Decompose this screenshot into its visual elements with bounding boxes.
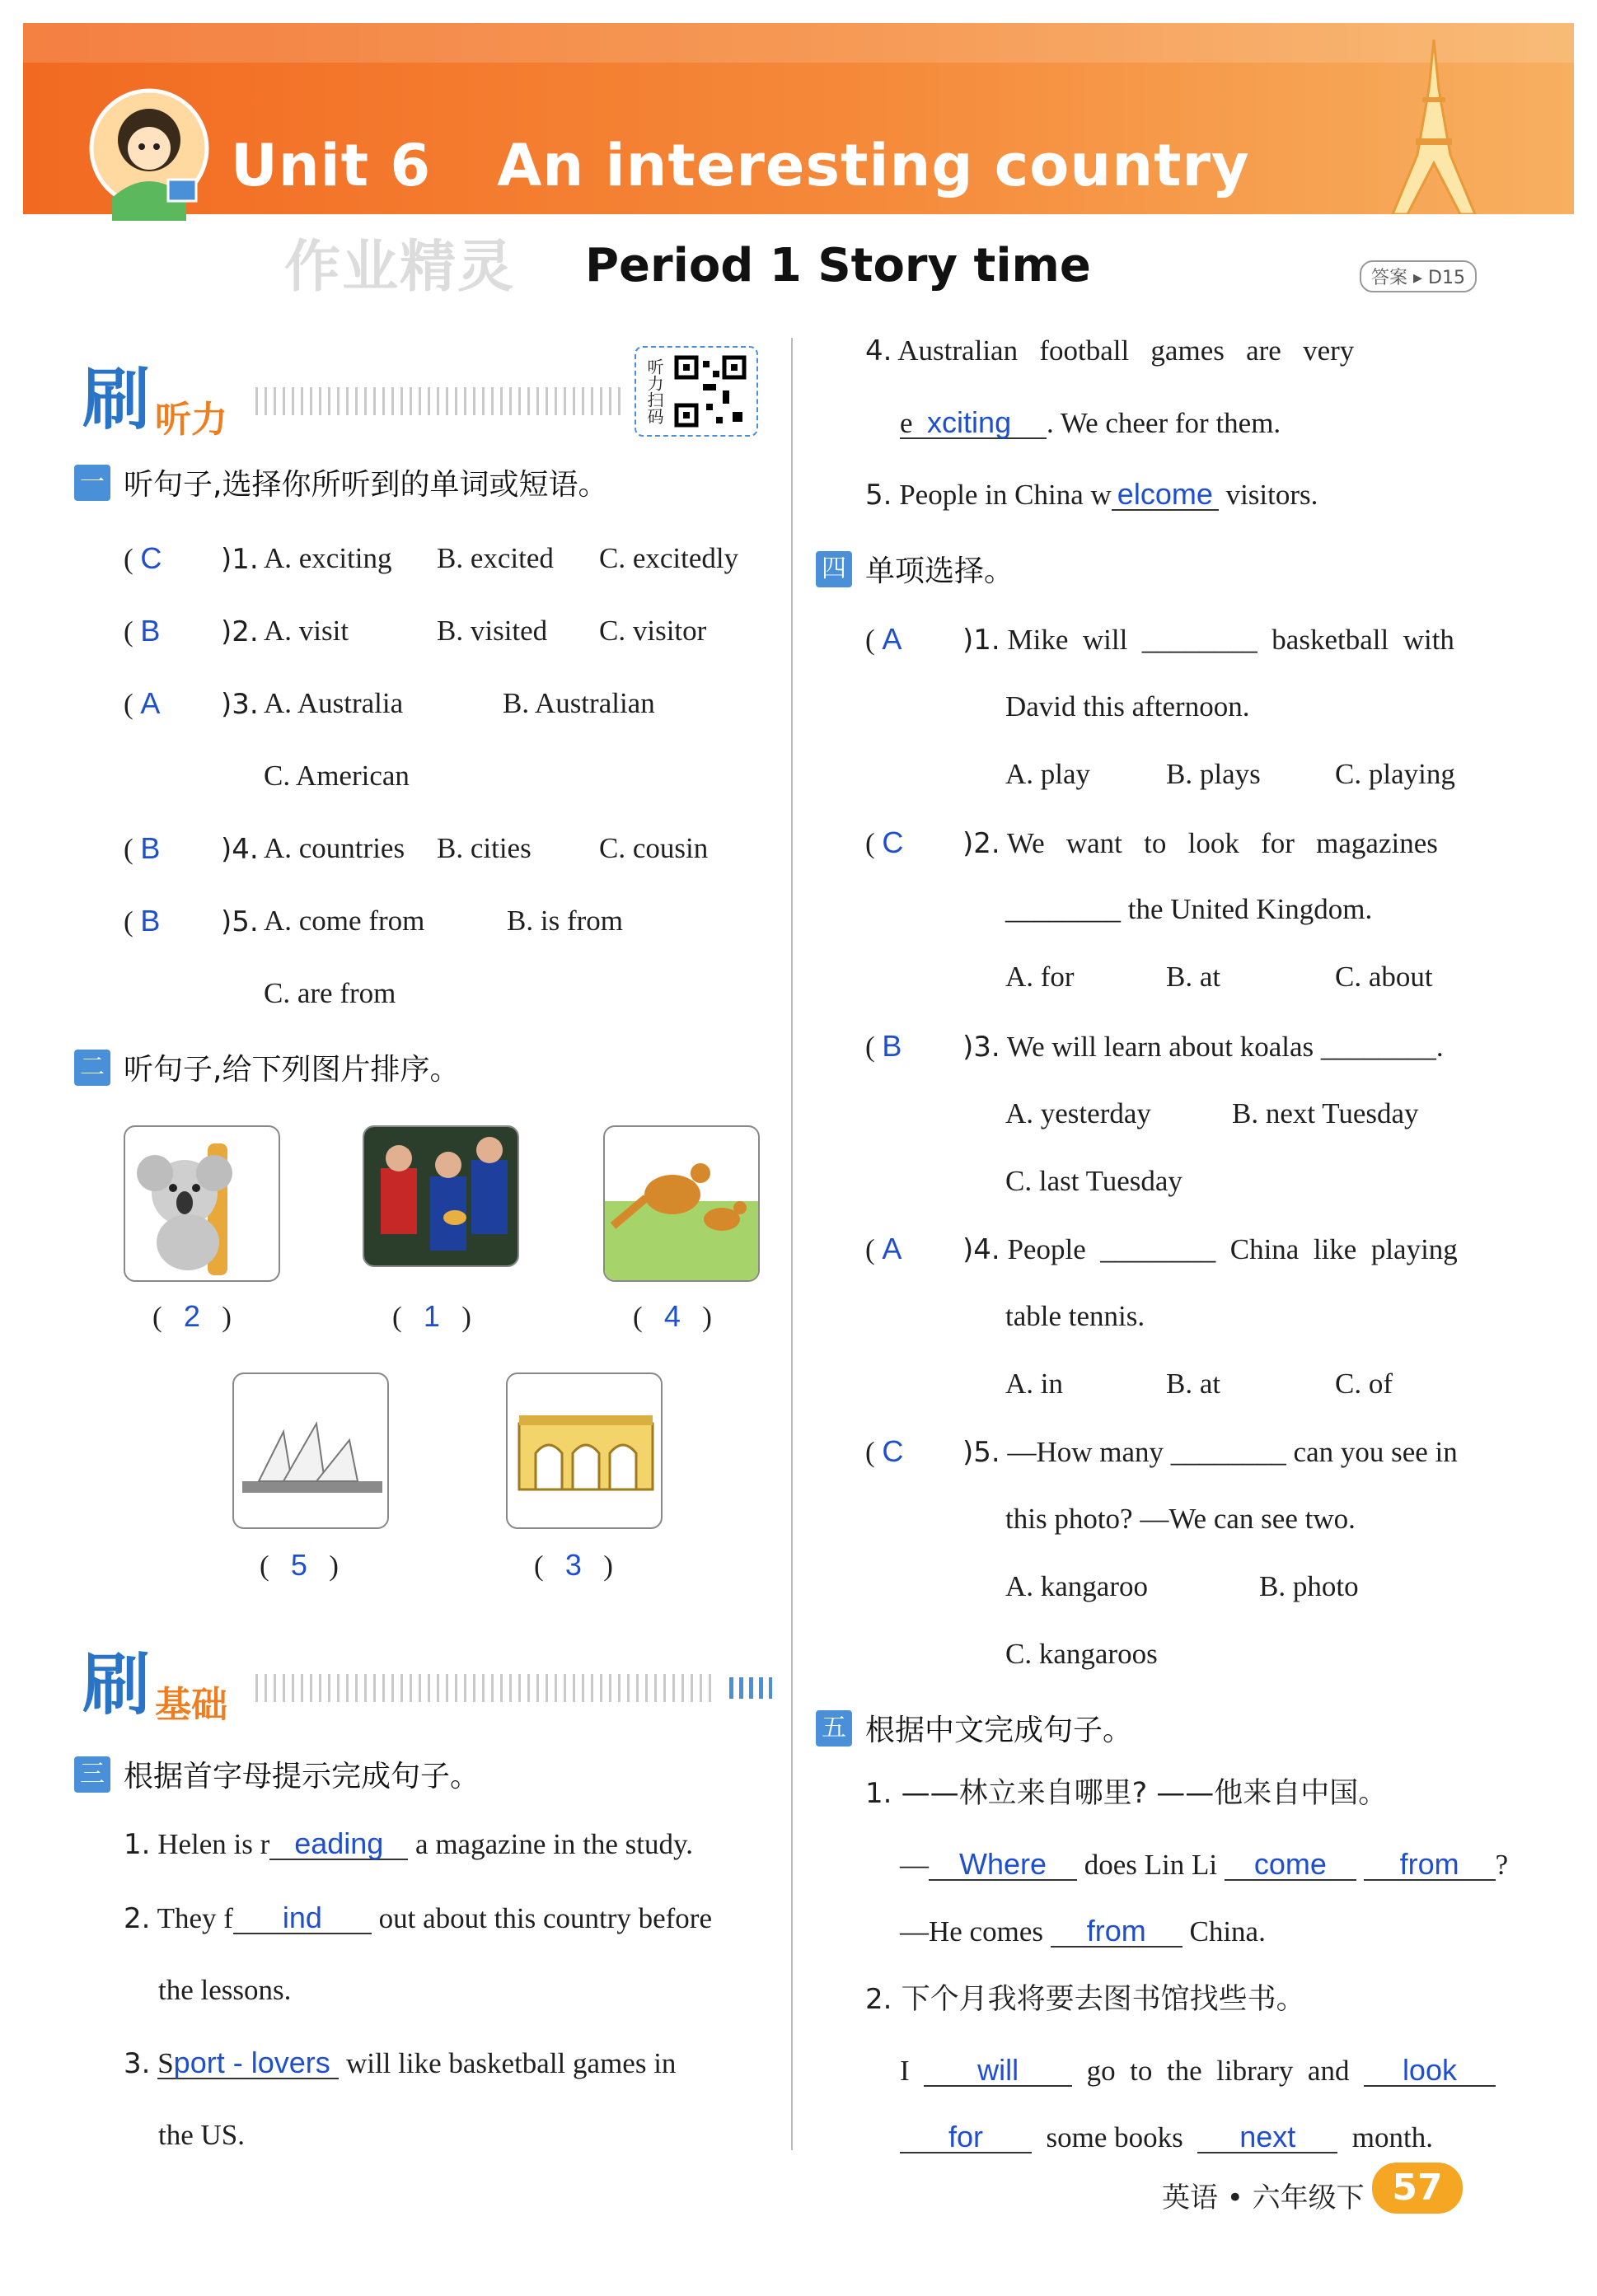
gate-building-picture [506,1372,663,1529]
qr-label: 听力扫码 [644,358,664,424]
options-row: A. for B. at C. about [1005,961,1433,993]
basics-label: 基础 [155,1684,228,1726]
section-title: 单项选择。 [865,554,1014,588]
section-4-heading [816,548,1014,590]
choice-question-3: ( B )3. We will learn about koalas ________. [865,1029,1444,1064]
translation-answer-line: — Where does Lin Li come from ? [900,1847,1509,1881]
section-number: 一 [74,465,110,501]
qr-code-box[interactable] [635,346,758,437]
choice-question-5: ( C )5. —How many ________ can you see in [865,1434,1458,1469]
translation-question-1: 1. ——林立来自哪里? ——他来自中国。 [865,1777,1388,1810]
listening-label: 听力 [155,399,228,441]
question-continuation: the lessons. [158,1974,292,2006]
mascot-icon [79,82,219,222]
column-divider [791,338,793,2150]
section-1-heading [74,461,607,503]
section-3-heading [74,1753,480,1795]
basics-banner [82,1631,227,1728]
option-c: C. last Tuesday [1005,1165,1183,1197]
page-number: 57 [1372,2163,1463,2214]
brush-character: 刷 [82,1646,151,1724]
choice-question-1: ( A )1. Mike will ________ basketball with [865,622,1454,657]
answer: B [140,831,161,865]
question-row: ( A )3. A. Australia B. Australian [124,686,655,721]
footer-subject: 英语 • 六年级下 [1162,2181,1365,2214]
question-row: ( B )5. A. come from B. is from [124,904,623,938]
question-row: ( B )4. A. countries B. cities C. cousin [124,831,709,866]
fill-question-3: 3. Sport - lovers will like basketball games in [124,2046,677,2080]
options-row: A. in B. at C. of [1005,1368,1393,1400]
fill-question-1: 1. Helen is r eading a magazine in the study. [124,1826,693,1861]
section-2-heading [74,1046,459,1088]
answer: C [140,541,162,575]
section-title: 听句子,给下列图片排序。 [124,1053,460,1087]
progress-ticks [729,1677,772,1699]
decorative-ticks [255,387,626,415]
section-number: 二 [74,1050,110,1086]
section-5-heading [816,1707,1132,1749]
translation-answer-line: I will go to the library and look [900,2055,1496,2087]
question-continuation: this photo? —We can see two. [1005,1503,1356,1535]
brush-character: 刷 [82,361,151,439]
question-row: ( C )1. A. exciting B. excited C. excitedly [124,541,739,576]
answer-reference-tag: 答案 ▸ D15 [1360,260,1477,292]
options-row: A. yesterday B. next Tuesday [1005,1097,1419,1129]
answer: A [140,686,161,720]
translation-answer-line: —He comes from China. [900,1914,1266,1948]
option-c: C. American [264,760,410,792]
picture-answer: ( 5 ) [260,1548,339,1582]
translation-answer-line: for some books next month. [900,2122,1433,2153]
fill-question-5: 5. People in China w elcome visitors. [865,477,1318,512]
choice-question-2: ( C )2. We want to look for magazines [865,825,1438,860]
unit-name: An interesting country [497,132,1250,199]
unit-title [231,132,1250,199]
picture-answer: ( 4 ) [633,1299,712,1333]
answer: B [140,614,161,648]
options-row: A. kangaroo B. photo [1005,1570,1359,1602]
football-players-picture [363,1125,519,1267]
translation-question-2: 2. 下个月我将要去图书馆找些书。 [865,1983,1305,2016]
watermark: 作业精灵 [284,235,516,300]
section-number: 四 [816,551,852,587]
qr-code-icon [673,354,747,428]
kangaroo-picture [603,1125,760,1282]
options-row: A. play B. plays C. playing [1005,758,1455,790]
question-continuation: David this afternoon. [1005,690,1250,722]
section-title: 听句子,选择你所听到的单词或短语。 [124,468,608,502]
answer: B [140,904,161,938]
opera-house-picture [232,1372,389,1529]
picture-answer: ( 3 ) [534,1548,613,1582]
section-title: 根据首字母提示完成句子。 [124,1760,480,1793]
koala-picture [124,1125,280,1282]
section-number: 五 [816,1710,852,1747]
question-row: ( B )2. A. visit B. visited C. visitor [124,614,707,648]
question-continuation: ________ the United Kingdom. [1005,893,1373,925]
question-continuation: table tennis. [1005,1300,1145,1332]
unit-number: Unit 6 [231,132,432,199]
decorative-ticks [255,1674,717,1702]
question-continuation: the US. [158,2119,245,2151]
option-c: C. are from [264,977,396,1009]
fill-question-2: 2. They f ind out about this country before [124,1901,713,1935]
section-title: 根据中文完成句子。 [865,1714,1133,1747]
choice-question-4: ( A )4. People ________ China like playing [865,1232,1458,1266]
eiffel-tower-icon [1368,40,1500,214]
fill-question-4-line2: e xciting . We cheer for them. [900,405,1281,439]
section-number: 三 [74,1756,110,1793]
period-title: Period 1 Story time [585,239,1091,292]
picture-answer: ( 2 ) [152,1299,232,1333]
picture-answer: ( 1 ) [392,1299,471,1333]
option-c: C. kangaroos [1005,1638,1158,1670]
listening-banner [82,346,227,442]
fill-question-4: 4. Australian football games are very [865,334,1355,367]
